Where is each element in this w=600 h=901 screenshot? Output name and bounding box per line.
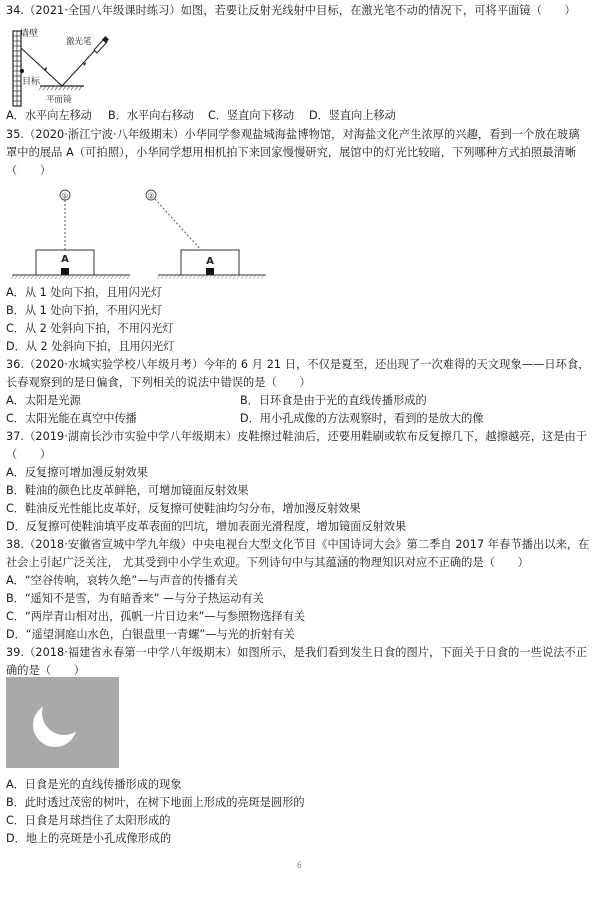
target-label: 目标 — [22, 77, 41, 87]
question-39-stem-line-1: 39.（2018·福建省永春第一中学八年级期末）如图所示，是我们看到发生日食的图片，下面关于日食的一些说法不正 — [6, 646, 588, 659]
question-39-option-b[interactable]: B．此时透过茂密的树叶，在树下地面上形成的亮斑是圆形的 — [6, 796, 305, 809]
question-37-option-b[interactable]: B．鞋油的颜色比皮革鲜艳，可增加镜面反射效果 — [6, 484, 249, 497]
question-39-option-c[interactable]: C．日食是月球挡住了太阳形成的 — [6, 814, 171, 827]
question-34-stem: 34.（2021·全国八年级课时练习）如图，若要让反射光线射中目标，在激光笔不动的情况下，可将平面镜（ ） — [6, 4, 576, 17]
wall-label: 墙壁 — [20, 29, 39, 39]
mirror-label: 平面镜 — [46, 95, 72, 105]
question-37-option-d[interactable]: D．反复擦可使鞋油填平皮革表面的凹坑，增加表面光滑程度，增加镜面反射效果 — [6, 520, 407, 533]
question-35-option-c[interactable]: C．从 2 处斜向下拍，不用闪光灯 — [6, 322, 174, 335]
question-39-option-a[interactable]: A．日食是光的直线传播形成的现象 — [6, 778, 182, 791]
question-39-figure-solar-eclipse — [6, 677, 119, 768]
question-38-option-d[interactable]: D．“遥望洞庭山水色，白银盘里一青螺”—与光的折射有关 — [6, 628, 295, 641]
position-1-label: ① — [61, 191, 69, 201]
question-34-option-a[interactable]: A．水平向左移动 — [6, 109, 92, 122]
question-35-option-b[interactable]: B．从 1 处向下拍，不用闪光灯 — [6, 304, 163, 317]
question-38-option-c[interactable]: C．“两岸青山相对出，孤帆一片日边来”—与参照物选择有关 — [6, 610, 306, 623]
question-34-option-b[interactable]: B．水平向右移动 — [108, 109, 194, 122]
question-35-figure-camera-positions — [8, 183, 278, 283]
question-35-option-d[interactable]: D．从 2 处斜向下拍，且用闪光灯 — [6, 340, 175, 353]
question-39-stem-line-2: 确的是（ ） — [6, 664, 86, 677]
question-36-option-d[interactable]: D．用小孔成像的方法观察时，看到的是放大的像 — [240, 412, 484, 425]
question-34-figure-mirror-reflection — [4, 26, 124, 112]
question-38-option-a[interactable]: A．“空谷传响，哀转久绝”—与声音的传播有关 — [6, 574, 238, 587]
question-36-option-a[interactable]: A．太阳是光源 — [6, 394, 81, 407]
crescent-sun-icon — [33, 703, 77, 747]
question-38-stem-line-2: 社会上引起广泛关注， 尤其受到中小学生欢迎。下列诗句中与其蕴涵的物理知识对应不正确的是（ ） — [6, 556, 529, 569]
question-35-stem-line-1: 35.（2020·浙江宁波·八年级期末）小华同学参观盐城海盐博物馆，对海盐文化产生浓厚的兴趣，看到一个放在玻璃 — [6, 128, 580, 141]
question-38-stem-line-1: 38.（2018·安徽省宣城中学九年级）中央电视台大型文化节目《中国诗词大会》第二季自 2017 年春节播出以来，在 — [6, 538, 590, 551]
position-2-label: ② — [147, 191, 155, 201]
question-36-option-c[interactable]: C．太阳光能在真空中传播 — [6, 412, 137, 425]
question-37-option-a[interactable]: A．反复擦可增加漫反射效果 — [6, 466, 148, 479]
question-36-stem-line-2: 长春观察到的是日偏食，下列相关的说法中错误的是（ ） — [6, 376, 311, 389]
question-37-stem-line-2: （ ） — [6, 448, 52, 461]
question-36-option-b[interactable]: B．日环食是由于光的直线传播形成的 — [240, 394, 427, 407]
question-39-option-d[interactable]: D．地上的亮斑是小孔成像形成的 — [6, 832, 172, 845]
question-35-option-a[interactable]: A．从 1 处向下拍，且用闪光灯 — [6, 286, 163, 299]
question-38-option-b[interactable]: B．“遥知不是雪，为有暗香来” —与分子热运动有关 — [6, 592, 264, 605]
exhibit-a-label-2: A — [206, 256, 214, 267]
laser-label: 激光笔 — [66, 37, 92, 47]
question-34-option-d[interactable]: D．竖直向上移动 — [309, 109, 396, 122]
question-37-option-c[interactable]: C．鞋油反光性能比皮革好，反复擦可使鞋油均匀分布，增加漫反射效果 — [6, 502, 361, 515]
exhibit-a-label-1: A — [61, 254, 69, 265]
question-37-stem-line-1: 37.（2019·湖南长沙市实验中学八年级期末）皮鞋擦过鞋油后，还要用鞋刷或软布反复擦几下，越擦越亮，这是由于 — [6, 430, 588, 443]
question-34-option-c[interactable]: C．竖直向下移动 — [208, 109, 295, 122]
question-35-stem-line-2: 罩中的展品 A（可拍照），小华同学想用相机拍下来回家慢慢研究，展馆中的灯光比较暗，下列哪种方式拍照最清晰 — [6, 146, 577, 159]
question-35-stem-line-3: （ ） — [6, 164, 52, 177]
question-36-stem-line-1: 36.（2020·水城实验学校八年级月考）今年的 6 月 21 日，不仅是夏至，还出现了一次难得的天文现象——日环食， — [6, 358, 590, 371]
page-number: 6 — [297, 860, 302, 870]
